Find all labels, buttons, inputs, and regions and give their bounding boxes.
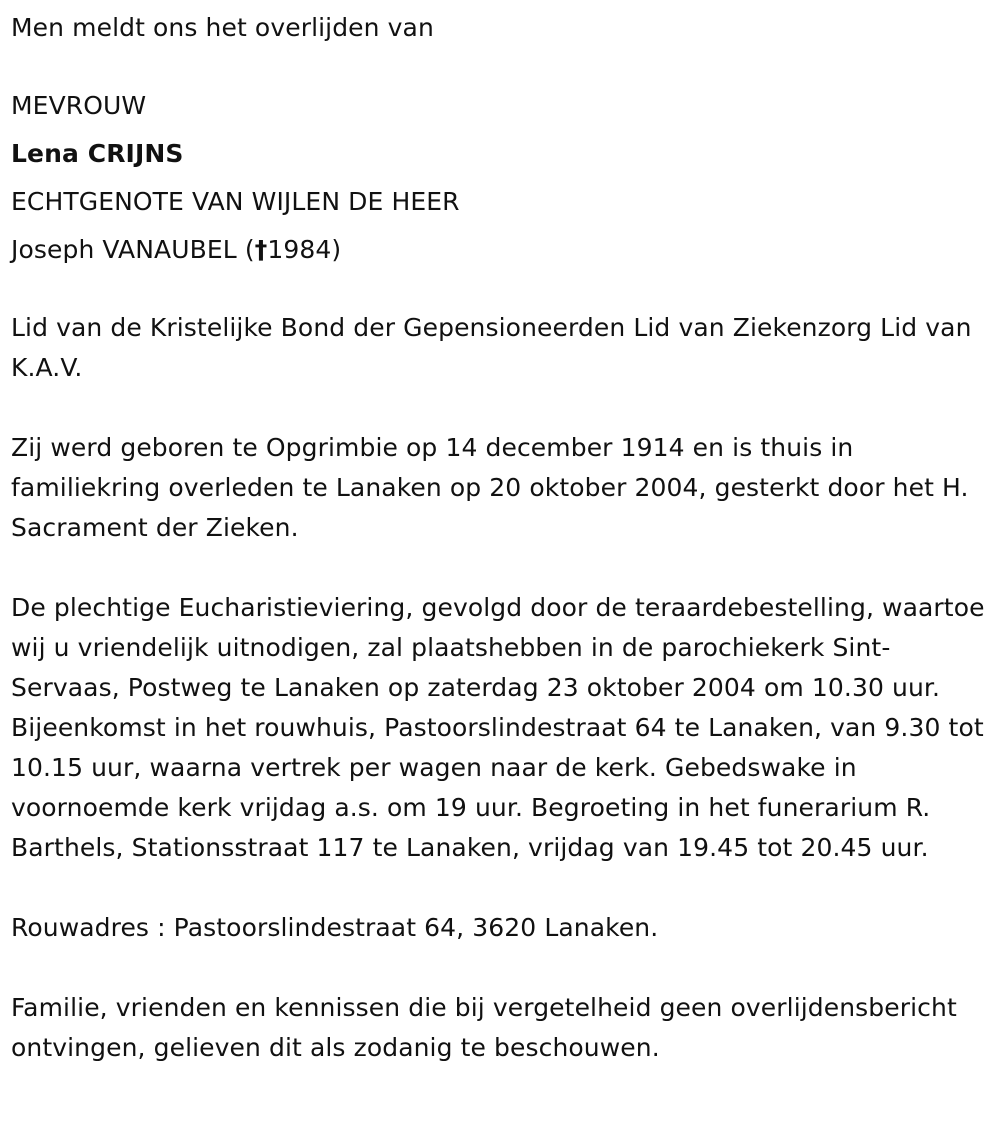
spouse-name: Joseph VANAUBEL ( [11, 235, 255, 264]
salutation: MEVROUW [11, 91, 147, 120]
birth-death-paragraph: Zij werd geboren te Opgrimbie op 14 december 1914 en is thuis in familiekring overleden te Lanaken op 20 oktober 2004, gesterkt door het H. Sacrament der Zieken. [11, 433, 969, 542]
memberships-paragraph: Lid van de Kristelijke Bond der Gepensioneerden Lid van Ziekenzorg Lid van K.A.V. [11, 313, 972, 382]
spouse-line [11, 226, 988, 274]
intro-text: Men meldt ons het overlijden van [11, 13, 434, 42]
cross-icon: † [254, 235, 268, 264]
ceremony-paragraph: De plechtige Eucharistieviering, gevolgd door de teraardebestelling, waartoe wij u vriendelijk uitnodigen, zal plaatshebben in de parochiekerk Sint-Servaas, Postweg te Lanaken op zaterdag 23 oktober 2004 om 10.30 uur. Bijeenkomst in het rouwhuis, Pastoorslindestraat 64 te Lanaken, van 9.30 tot 10.15 uur, waarna vertrek per wagen naar de kerk. Gebedswake in voornoemde kerk vrijdag a.s. om 19 uur. Begroeting in het funerarium R. Barthels, Stationsstraat 117 te Lanaken, vrijdag van 19.45 tot 20.45 uur. [11, 593, 985, 862]
spouse-death-year: 1984) [267, 235, 342, 264]
address-line: Rouwadres : Pastoorslindestraat 64, 3620 Lanaken. [11, 913, 659, 942]
deceased-header [11, 82, 988, 274]
closing-paragraph: Familie, vrienden en kennissen die bij vergetelheid geen overlijdensbericht ontvingen, gelieven dit als zodanig te beschouwen. [11, 993, 957, 1062]
deceased-name: Lena CRIJNS [11, 139, 184, 168]
relation-text: ECHTGENOTE VAN WIJLEN DE HEER [11, 187, 460, 216]
